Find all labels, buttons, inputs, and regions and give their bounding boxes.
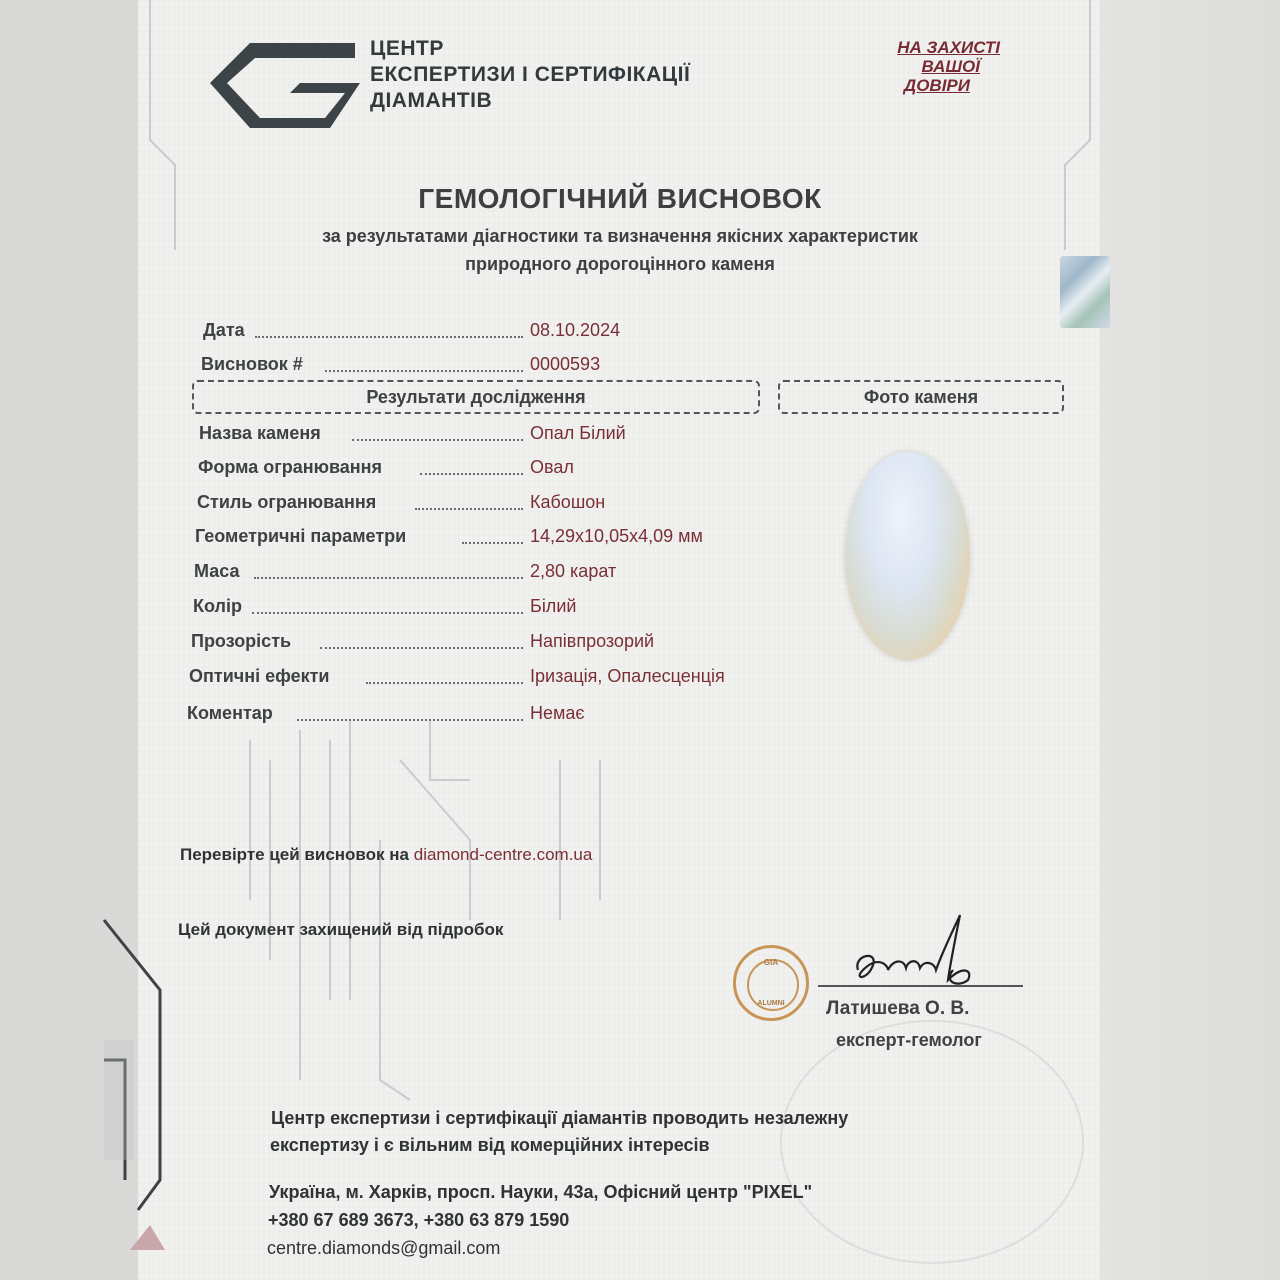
- date-dots: [255, 336, 523, 338]
- footer-email[interactable]: centre.diamonds@gmail.com: [267, 1238, 501, 1258]
- document-title: ГЕМОЛОГІЧНИЙ ВИСНОВОК: [418, 183, 822, 214]
- result-value: Напівпрозорий: [530, 631, 655, 651]
- diamond-g-logo-icon: [205, 38, 360, 128]
- result-row: [0, 457, 800, 483]
- result-value: Немає: [530, 703, 585, 723]
- signer-role: експерт-гемолог: [836, 1030, 982, 1050]
- stone-photo: [845, 452, 970, 660]
- slogan-line2: ВАШОЇ: [921, 57, 980, 76]
- result-label: Геометричні параметри: [195, 526, 407, 546]
- result-label: Прозорість: [191, 631, 292, 651]
- result-row: [0, 596, 800, 622]
- result-dots: [462, 542, 523, 544]
- gia-alumni-seal-icon: [733, 945, 809, 1021]
- handwritten-signature: [848, 910, 988, 990]
- subtitle-line1: за результатами діагностики та визначення якісних характеристик: [322, 226, 918, 246]
- result-dots: [420, 473, 523, 475]
- org-name-line1: ЦЕНТР: [370, 37, 444, 60]
- result-dots: [366, 682, 523, 684]
- result-row: [0, 423, 800, 449]
- slogan-line1: НА ЗАХИСТІ: [897, 38, 1000, 57]
- seal-top-text: GIA: [763, 958, 779, 967]
- date-label: Дата: [203, 320, 245, 340]
- slogan: [830, 38, 1000, 98]
- result-label: Назва каменя: [199, 423, 321, 443]
- seal-bottom-text: ALUMNI: [757, 1000, 785, 1007]
- number-value: 0000593: [530, 354, 601, 374]
- result-label: Коментар: [187, 703, 273, 723]
- result-row: [0, 703, 800, 729]
- result-label: Оптичні ефекти: [189, 666, 330, 686]
- footer-address: Україна, м. Харків, просп. Науки, 43а, Офісний центр "PIXEL": [269, 1182, 813, 1202]
- org-name-line3: ДІАМАНТІВ: [370, 89, 493, 112]
- result-label: Колір: [193, 596, 242, 616]
- signer-name: Латишева О. В.: [826, 998, 970, 1019]
- verify-link[interactable]: diamond-centre.com.ua: [413, 845, 593, 864]
- protected-text: Цей документ захищений від підробок: [178, 920, 504, 939]
- result-value: Кабошон: [530, 492, 606, 512]
- results-section-header: Результати дослідження: [192, 380, 760, 414]
- result-value: Овал: [530, 457, 574, 477]
- number-dots: [325, 370, 523, 372]
- verify-text: Перевірте цей висновок на: [180, 845, 414, 864]
- date-row: [0, 320, 1280, 346]
- subtitle-line2: природного дорогоцінного каменя: [465, 254, 775, 274]
- number-label: Висновок #: [201, 354, 303, 374]
- result-dots: [252, 612, 523, 614]
- photo-section-header: Фото каменя: [778, 380, 1064, 414]
- result-value: Іризація, Опалесценція: [530, 666, 725, 686]
- result-label: Форма огранювання: [198, 457, 383, 477]
- result-value: 14,29x10,05x4,09 мм: [530, 526, 703, 546]
- result-label: Маса: [194, 561, 240, 581]
- embossed-seal: [780, 1020, 1084, 1264]
- result-dots: [297, 719, 523, 721]
- result-row: [0, 561, 800, 587]
- organization-name: [370, 36, 690, 114]
- result-value: Білий: [530, 596, 577, 616]
- result-row: [0, 526, 800, 552]
- footer-statement-line1: Центр експертизи і сертифікації діамантів проводить незалежну: [271, 1108, 849, 1128]
- result-label: Стиль огранювання: [197, 492, 377, 512]
- number-row: [0, 354, 1280, 380]
- result-dots: [254, 577, 523, 579]
- verify-line: [180, 845, 592, 865]
- slogan-line3: ДОВІРИ: [903, 76, 970, 95]
- footer-statement-line2: експертизу і є вільним від комерційних інтересів: [270, 1135, 710, 1155]
- footer-phones: +380 67 689 3673, +380 63 879 1590: [268, 1210, 570, 1230]
- result-row: [0, 631, 800, 657]
- result-value: 2,80 карат: [530, 561, 617, 581]
- result-dots: [415, 508, 523, 510]
- result-dots: [320, 647, 523, 649]
- result-row: [0, 492, 800, 518]
- result-row: [0, 666, 800, 692]
- result-value: Опал Білий: [530, 423, 626, 443]
- date-value: 08.10.2024: [530, 320, 621, 340]
- org-name-line2: ЕКСПЕРТИЗИ І СЕРТИФІКАЦІЇ: [370, 63, 691, 86]
- signature-line: [818, 985, 1023, 987]
- result-dots: [352, 439, 523, 441]
- hologram-sticker: [1060, 256, 1110, 328]
